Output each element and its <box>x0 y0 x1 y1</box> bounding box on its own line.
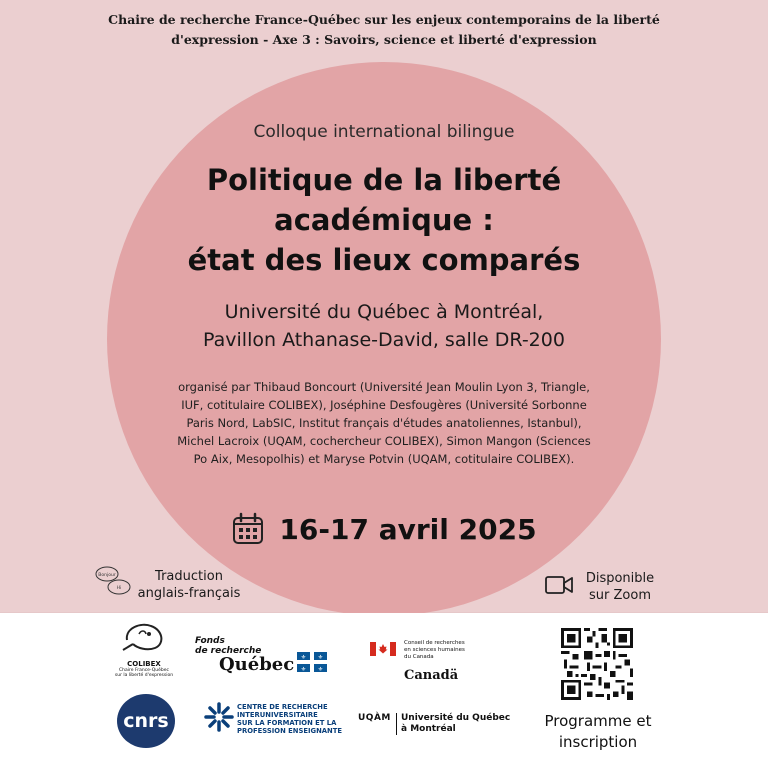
qr-code[interactable] <box>561 628 633 700</box>
uqam-separator <box>396 713 397 735</box>
canada-wordmark: Canadä <box>404 668 459 683</box>
frq-line-2: de recherche <box>195 646 262 656</box>
title-line-2: académique : <box>274 203 494 237</box>
crsh-line-1: Conseil de recherches <box>404 640 465 646</box>
chair-line-2: d'expression - Axe 3 : Savoirs, science et liberté d'expression <box>171 32 597 47</box>
translation-line-1: Traduction <box>155 569 223 584</box>
crifpe-line-4: PROFESSION ENSEIGNANTE <box>237 727 343 735</box>
event-subtitle: Colloque international bilingue <box>253 122 515 142</box>
title-line-1: Politique de la liberté <box>206 163 562 197</box>
colibex-sub-2: sur la liberté d'expression <box>114 673 174 678</box>
chair-header <box>0 10 768 50</box>
uqam-name <box>401 713 516 735</box>
frq-line-1: Fonds <box>195 636 225 646</box>
title-line-3: état des lieux comparés <box>187 243 581 277</box>
calendar-icon <box>231 512 265 546</box>
crifpe-name <box>237 703 347 735</box>
uqam-line-1: Université du Québec <box>401 713 511 723</box>
crsh-name <box>404 640 494 661</box>
zoom-line-2: sur Zoom <box>589 588 651 603</box>
venue-line-2: Pavillon Athanase-David, salle DR-200 <box>203 329 565 351</box>
frq-logo <box>195 636 335 675</box>
zoom-label <box>578 570 662 604</box>
quebec-flag-icon <box>297 652 327 672</box>
event-title <box>0 160 768 280</box>
video-camera-icon <box>545 574 573 596</box>
crifpe-line-1: CENTRE DE RECHERCHE <box>237 703 328 711</box>
zoom-line-1: Disponible <box>585 571 655 586</box>
event-date: 16-17 avril 2025 <box>279 512 537 546</box>
bubble-text-b: Hi <box>116 586 122 591</box>
svg-text:⚜: ⚜ <box>317 654 324 661</box>
bubble-text-a: Bonjour <box>98 573 116 578</box>
uqam-line-2: à Montréal <box>401 724 456 734</box>
event-venue <box>0 298 768 354</box>
organisers-text: organisé par Thibaud Boncourt (Université Jean Moulin Lyon 3, Triangle, IUF, cotitulaire COLIBEX), Joséphine Desfougères (Université Sorbonne Paris Nord, LabSIC, Institut français d'études anatoliennes, Istanbul), Michel Lacroix (UQAM, cochercheur COLIBEX), Simon Mangon (Sciences Po Aix, Mesopolhis) et Maryse Potvin (UQAM, cotitulaire COLIBEX). <box>177 380 591 466</box>
translation-icon <box>94 564 132 598</box>
translation-label <box>134 568 244 602</box>
uqam-mark: UQÀM <box>358 713 391 723</box>
colibex-bird-icon <box>119 620 169 654</box>
crsh-line-2: en sciences humaines <box>404 647 465 653</box>
registration-line-1: Programme et <box>544 712 652 730</box>
cnrs-logo: cnrs <box>117 694 175 748</box>
crifpe-line-2: INTERUNIVERSITAIRE <box>237 711 318 719</box>
crsh-line-3: du Canada <box>404 654 434 660</box>
registration-label <box>530 711 666 753</box>
frq-quebec: Québec <box>219 654 295 675</box>
colibex-name: COLIBEX <box>127 660 161 668</box>
colibex-logo <box>112 620 176 678</box>
date-row <box>0 512 768 546</box>
translation-line-2: anglais-français <box>137 586 241 601</box>
svg-text:⚜: ⚜ <box>300 654 307 661</box>
colibex-sub-1: Chaire France-Québec <box>119 668 169 673</box>
crifpe-star-icon <box>203 701 235 733</box>
svg-text:⚜: ⚜ <box>300 666 307 672</box>
venue-line-1: Université du Québec à Montréal, <box>224 301 544 323</box>
canada-flag-icon <box>370 642 396 656</box>
crifpe-line-3: SUR LA FORMATION ET LA <box>237 719 337 727</box>
svg-text:⚜: ⚜ <box>317 666 324 672</box>
registration-line-2: inscription <box>558 733 638 751</box>
chair-line-1: Chaire de recherche France-Québec sur les enjeux contemporains de la liberté <box>108 12 660 27</box>
